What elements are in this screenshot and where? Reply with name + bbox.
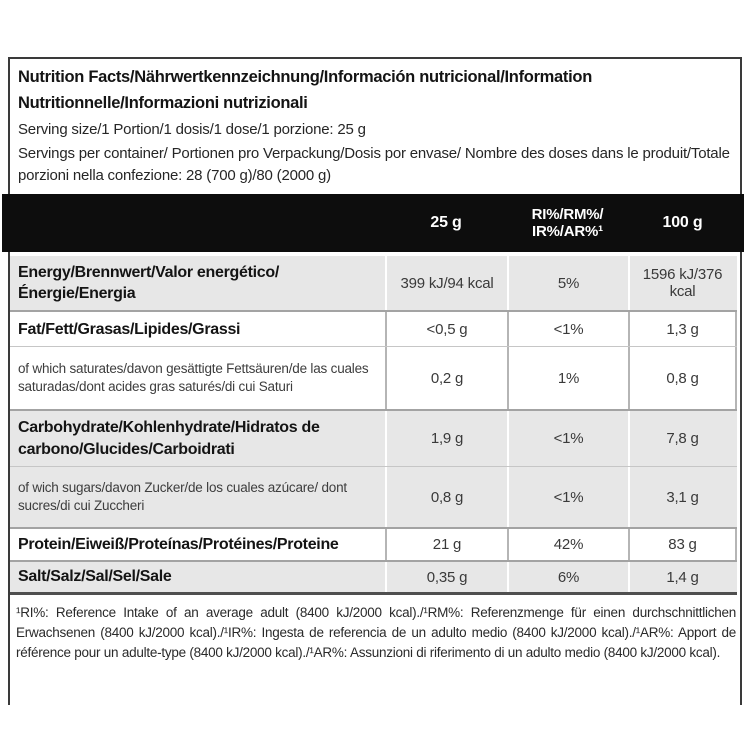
- value-per-100g: 1,3 g: [628, 312, 737, 346]
- nutrition-facts-label: [8, 57, 742, 705]
- value-per-serving: 0,35 g: [385, 562, 507, 592]
- value-ri-percent: 5%: [507, 256, 628, 310]
- row-energy: [10, 256, 737, 310]
- row-carbohydrate: [10, 409, 737, 466]
- value-per-serving: 0,8 g: [385, 467, 507, 527]
- row-salt: [10, 560, 737, 592]
- value-per-serving: 399 kJ/94 kcal: [385, 256, 507, 310]
- row-fat: [10, 310, 737, 346]
- nutrient-label: Energy/Brennwert/Valor energético/Énergie/Energia: [18, 263, 279, 303]
- value-per-serving: 1,9 g: [385, 411, 507, 466]
- label-title: Nutrition Facts/Nährwertkennzeichnung/Información nutricional/Information Nutritionnelle/Informazioni nutrizionali: [18, 68, 592, 112]
- column-header-reference-intake: [507, 206, 628, 241]
- nutrient-label: Salt/Salz/Sal/Sel/Sale: [18, 568, 172, 586]
- value-per-serving: 0,2 g: [385, 347, 507, 409]
- nutrient-label: Carbohydrate/Kohlenhydrate/Hidratos de carbono/Glucides/Carboidrati: [18, 419, 320, 458]
- nutrient-label: Fat/Fett/Grasas/Lipides/Grassi: [18, 320, 241, 338]
- ri-header-line2: IR%/AR%¹: [532, 223, 603, 241]
- nutrient-label: Protein/Eiweiß/Proteínas/Protéines/Proteine: [18, 536, 339, 554]
- row-sugars: [10, 466, 737, 527]
- nutrition-table: [10, 256, 737, 595]
- value-ri-percent: 1%: [507, 347, 628, 409]
- value-per-100g: 3,1 g: [628, 467, 737, 527]
- value-per-serving: 21 g: [385, 529, 507, 560]
- row-saturates: [10, 346, 737, 409]
- value-per-100g: 7,8 g: [628, 411, 737, 466]
- column-header-per-100g: 100 g: [662, 214, 703, 232]
- nutrient-label: of wich sugars/davon Zucker/de los cuales azúcare/ dont sucres/di cui Zuccheri: [18, 480, 347, 514]
- value-ri-percent: <1%: [507, 467, 628, 527]
- value-ri-percent: <1%: [507, 411, 628, 466]
- serving-size-line: Serving size/1 Portion/1 dosis/1 dose/1 porzione: 25 g: [18, 121, 366, 139]
- table-header-band: [2, 194, 744, 252]
- value-per-100g: 1596 kJ/376 kcal: [628, 256, 737, 310]
- label-header: [10, 59, 740, 192]
- value-ri-percent: 42%: [507, 529, 628, 560]
- column-header-per-serving: 25 g: [430, 214, 462, 232]
- ri-header-line1: RI%/RM%/: [531, 206, 604, 224]
- value-per-100g: 1,4 g: [628, 562, 737, 592]
- value-per-100g: 0,8 g: [628, 347, 737, 409]
- footnote-text: ¹RI%: Reference Intake of an average adult (8400 kJ/2000 kcal)./¹RM%: Referenzmenge für einen durchschnittlichen Erwachsenen (8400 kJ/2000 kcal)./¹IR%: Ingesta de referencia de un adulto medio (8400 kJ/2000 kcal)./¹AR%: Apport de référence pour un adulte-type (8400 kJ/2000 kcal)./¹AR%: Assunzioni di riferimento di un adulto medio (8400 kJ/2000 kcal).: [16, 604, 736, 661]
- servings-per-container-line: Servings per container/ Portionen pro Verpackung/Dosis por envase/ Nombre des doses dans le produit/Totale porzioni nella confezione: 28 (700 g)/80 (2000 g): [18, 144, 730, 184]
- value-per-serving: <0,5 g: [385, 312, 507, 346]
- value-ri-percent: <1%: [507, 312, 628, 346]
- row-protein: [10, 527, 737, 560]
- nutrient-label: of which saturates/davon gesättigte Fettsäuren/de las cuales saturadas/dont acides gras saturés/di cui Saturi: [18, 361, 369, 395]
- value-per-100g: 83 g: [628, 529, 737, 560]
- value-ri-percent: 6%: [507, 562, 628, 592]
